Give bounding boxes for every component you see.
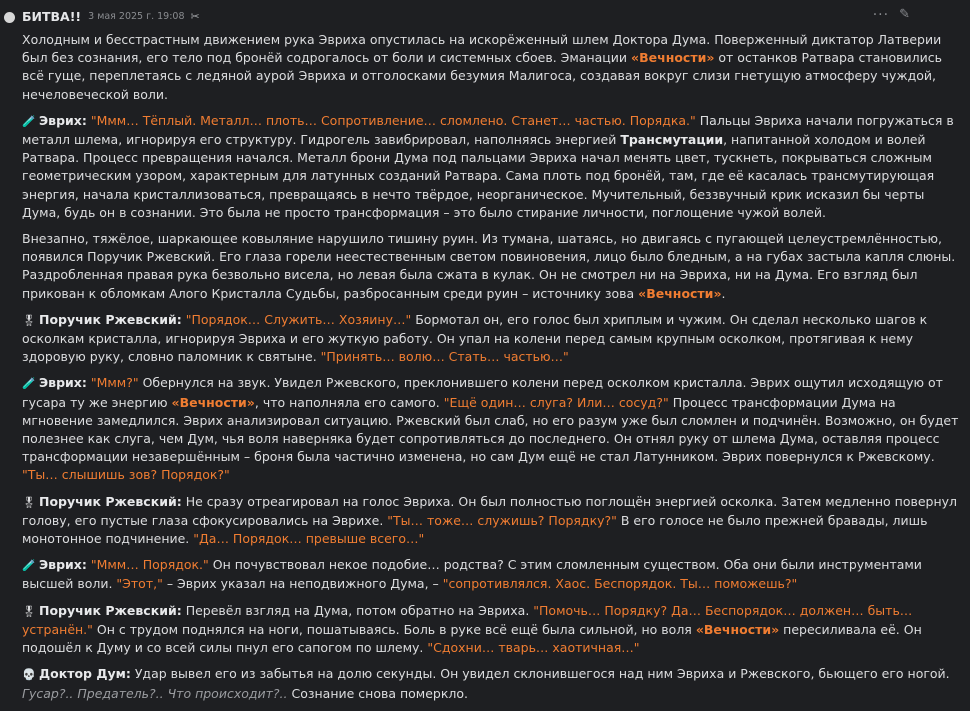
quote-text: "Ты… слышишь зов? Порядок?": [22, 467, 230, 483]
speaker-name: Поручик Ржевский:: [39, 602, 182, 618]
speaker-name: Эврих:: [39, 375, 87, 391]
quote-text: "Этот,": [116, 576, 163, 592]
post-date: 3 мая 2025 г. 19:08: [88, 10, 185, 22]
thought-text: Гусар?.. Предатель?.. Что происходит?..: [22, 685, 288, 701]
message-paragraph: [22, 602, 962, 658]
paragraph-text: Сознание снова померкло.: [287, 685, 469, 701]
quote-text: «Вечности»: [638, 285, 722, 301]
quote-text: "Ммм… Тёплый. Металл… плоть… Сопротивление… сломлено. Станет… частью. Порядка.": [90, 112, 696, 128]
paragraph-text: Пальцы Эвриха начали погружаться в металл шлема, игнорируя его структуру. Гидрогель завибрировал, наполняясь энергией: [22, 112, 954, 148]
quote-text: «Вечности»: [695, 621, 780, 637]
paragraph-text: Внезапно, тяжёлое, шаркающее ковыляние нарушило тишину руин. Из тумана, шатаясь, но двигаясь с пугающей целеустремлённостью, появился Поручик Ржевский. Его глаза горели неестественным светом повиновения, лицо было бледным, а на губах застыла капля слюны. Раздробленная правая рука безвольно висела, но левая была сжата в кулак. Он не смотрел ни на Эвриха, ни на Дума. Его взгляд был прикован к обломкам Алого Кристалла Судьбы, разбросанным среди руин – источнику зова: [22, 231, 956, 301]
post-actions: [873, 8, 910, 22]
quote-text: "Принять… волю… Стать… частью…": [320, 349, 569, 365]
pencil-icon[interactable]: ✎: [899, 7, 910, 22]
message-paragraph: [22, 230, 962, 303]
quote-text: "Ещё один… слуга? Или… сосуд?": [443, 394, 669, 410]
quote-text: "Ммм?": [90, 375, 139, 391]
paragraph-text: Он с трудом поднялся на ноги, пошатываясь. Боль в руке всё ещё была сильной, но воля: [92, 621, 696, 637]
paragraph-text: Он почувствовал некое подобие… родства? С этим сломленным существом. Оба они были инструментами высшей воли.: [22, 557, 922, 592]
speaker-name: Поручик Ржевский:: [39, 311, 182, 327]
test-tube-icon: 🧪: [22, 377, 36, 391]
quote-text: "Да… Порядок… превыше всего…": [193, 531, 425, 547]
post-title: БИТВА!!: [22, 8, 82, 24]
paragraph-text: Удар вывел его из забытья на долю секунды. Он увидел склонившегося над ним Эвриха и Ржевского, бьющего его ногой.: [130, 666, 950, 682]
paragraph-text: .: [721, 285, 726, 301]
speaker-name: Доктор Дум:: [39, 666, 131, 682]
paragraph-text: пересиливала её. Он подошёл к Думу и со всей силы пнул его сапогом по шлему.: [22, 621, 922, 656]
quote-text: "Ммм… Порядок.": [90, 557, 209, 573]
skull-icon: 💀: [22, 668, 36, 682]
paragraph-text: Обернулся на звук. Увидел Ржевского, преклонившего колени перед осколком кристалла. Эврих ощутил исходящую от гусара ту же энергию: [22, 375, 943, 410]
more-icon[interactable]: ···: [872, 7, 890, 23]
paragraph-text: – Эврих указал на неподвижного Дума, –: [162, 576, 443, 592]
medal-icon: 🎖: [22, 495, 36, 509]
test-tube-icon: 🧪: [22, 114, 36, 128]
speaker-name: Эврих:: [39, 112, 87, 128]
medal-icon: 🎖: [22, 604, 36, 618]
message-paragraph: [22, 311, 962, 367]
paragraph-text: Холодным и бесстрастным движением рука Эвриха опустилась на искорёженный шлем Доктора Дума. Поверженный диктатор Латверии был без сознания, его тело под бронёй содрогалось от боли и системных сбоев. Эманации: [22, 32, 942, 66]
message-paragraph: [22, 31, 962, 104]
message-paragraph: [22, 493, 962, 549]
speaker-name: Эврих:: [39, 557, 87, 573]
quote-text: "Порядок… Служить… Хозяину…": [185, 311, 412, 327]
message-paragraph: [22, 665, 962, 702]
paragraph-text: от останков Ратвара становились всё гуще, переплетаясь с ледяной аурой Эвриха и отголосками безумия Малигоса, создавая вокруг слизи гнетущую атмосферу чуждой, нечеловеческой воли.: [22, 50, 943, 102]
post-content: [22, 31, 962, 711]
emphasis-text: Трансмутации: [620, 132, 724, 148]
quote-text: "сопротивлялся. Хаос. Беспорядок. Ты… поможешь?": [442, 576, 798, 592]
speaker-name: Поручик Ржевский:: [39, 493, 182, 509]
quote-text: "Ты… тоже… служишь? Порядку?": [387, 512, 617, 528]
quote-text: «Вечности»: [631, 50, 715, 66]
message-paragraph: [22, 374, 962, 484]
message-paragraph: [22, 112, 962, 222]
medal-icon: 🎖: [22, 313, 36, 327]
quote-text: «Вечности»: [171, 394, 255, 410]
paragraph-text: В его голосе не было прежней бравады, лишь монотонное подчинение.: [22, 512, 928, 547]
test-tube-icon: 🧪: [22, 559, 36, 573]
paragraph-text: Бормотал он, его голос был хриплым и чужим. Он сделал несколько шагов к осколкам кристалла, игнорируя Эвриха и его жуткую работу. Он упал на колени перед самым крупным осколком, протягивая к нему здоровую руку, словно паломник к святыне.: [22, 311, 928, 365]
paragraph-text: Не сразу отреагировал на голос Эвриха. Он был полностью поглощён энергией осколка. Затем медленно повернул голову, его пустые глаза сфокусировались на Эврихе.: [22, 493, 958, 528]
quote-text: "Помочь… Порядку? Да… Беспорядок… должен… быть… устранён.": [22, 602, 913, 637]
quote-text: "Сдохни… тварь… хаотичная…": [427, 640, 640, 656]
message-paragraph: [22, 556, 962, 593]
paragraph-text: , напитанной холодом и волей Ратвара. Процесс превращения начался. Металл брони Дума под пальцами Эвриха начал менять цвет, тускнеть, покрываться сложным геометрическим узором, характерным для латунных созданий Ратвара. Сама плоть под бронёй, там, где её касалась трансмутирующая энергия, начала кристаллизоваться, превращаясь в нечто твёрдое, неорганическое. Мучительный, беззвучный крик исказил бы черты Дума, будь он в сознании. Это была не просто трансформация – это было стирание личности, поглощение чужой волей.: [22, 132, 935, 220]
paragraph-text: Процесс трансформации Дума на мгновение замедлился. Эврих анализировал ситуацию. Ржевский был слаб, но его разум уже был сломлен и подчинён. Возможно, он будет полезнее как слуга, чем Дум, чья воля наверняка будет сопротивляться до последнего. Он отнял руку от шлема Дума, оставляя процесс трансформации незавершённым – броня была частично изменена, но сам Дум ещё не стал Латунником. Эврих повернулся к Ржевскому.: [22, 394, 959, 465]
paragraph-text: Перевёл взгляд на Дума, потом обратно на Эвриха.: [181, 602, 534, 618]
pin-icon: ✂: [190, 9, 200, 23]
post-header: [4, 8, 970, 26]
avatar-icon[interactable]: [4, 12, 15, 23]
paragraph-text: , что наполняла его самого.: [254, 394, 444, 410]
